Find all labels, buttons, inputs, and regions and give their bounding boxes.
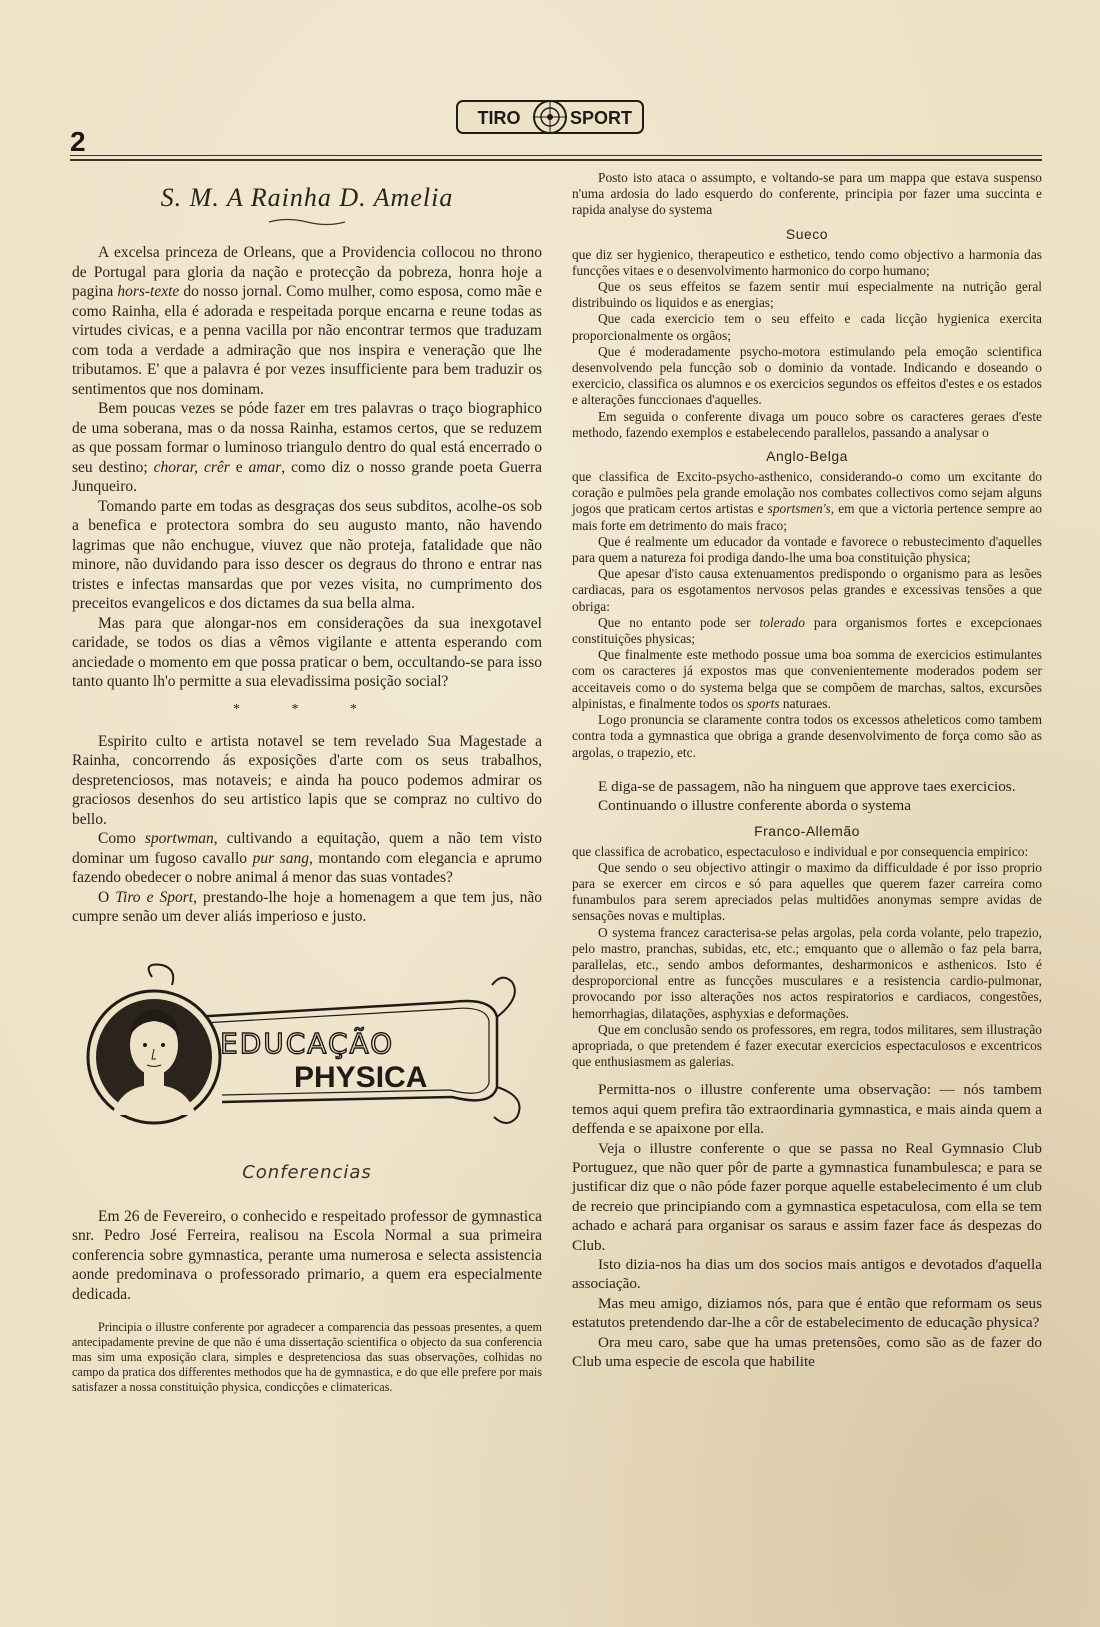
ornament-title-line1: EDUCAÇÃO (220, 1026, 395, 1060)
conference-summary-text: Principia o illustre conferente por agradecer a comparencia das pessoas presentes, a quem antecipadamente previne de que não é uma dissertação scientifica o objecto da sua conferencia mas sim uma exposição clara, simples e despretenciosa das suas observações, colhidas no campo da pratica dos differentes methodos que ha de gymnastica, e do que elle prefere por mais satisfazer a nossa constituição physica, condicções e climatericas. (72, 1320, 542, 1394)
svg-text:TIRO: TIRO (477, 108, 521, 128)
sueco-item: Que cada exercicio tem o seu effeito e cada licção hygienica exercita proporcionalmente os orgãos; (572, 311, 1042, 343)
article-body-continued (72, 732, 542, 927)
franco-item: O systema francez caracterisa-se pelas argolas, pela corda volante, pelo trapezio, pelo mastro, pranchas, subidas, etc, etc.; emquanto que o allemão o faz pela barra, parallelas, etc., sendo ambos deformantes, desharmonicos e asthenicos. Isto é desproporcional entre as funcções musculares e a resistencia cardio-pulmonar, provocando por isso alterações nos actos respiratorios e cardiacos, congestões, hemorrhagias, dilatações, asphyxias e deformações. (572, 924, 1042, 1021)
header-rule-thick (70, 159, 1042, 161)
article-paragraph: O Tiro e Sport, prestando-lhe hoje a homenagem a que tem jus, não cumpre senão um dever aliás imperioso e justo. (72, 888, 542, 925)
sueco-item: Que é moderadamente psycho-motora estimulando pela emoção scientifica desenvolvendo pela funcção sob o dominio da vontade. Indicando e doseando o exercicio, classifica os alumnos e os exercicios segundos os effeitos d'estes e os estados e alterações funccionaes d'aquelles. (572, 343, 1042, 408)
heading-franco-allemao: Franco-Allemão (754, 822, 860, 839)
right-intro: Posto isto ataca o assumpto, e voltando-se para um mappa que estava suspenso n'uma ardosia do lado esquerdo do conferente, principia por fazer uma succinta e rapida analyse do systema (572, 170, 1042, 218)
anglo-item: Que apesar d'isto causa extenuamentos predispondo o organismo para as lesões cardiacas, para os esgotamentos nervosos pelas grandes e excessivas tensões a que obriga: (572, 566, 1042, 614)
closing-paragraph: Isto dizia-nos ha dias um dos socios mais antigos e devotados d'aquella associação. (572, 1256, 1042, 1293)
sueco-item: Em seguida o conferente divaga um pouco sobre os caracteres geraes d'este methodo, fazendo exemplos e estabelecendo parallelos, passando a analysar o (572, 408, 1042, 440)
conference-intro: Em 26 de Fevereiro, o conhecido e respeitado professor de gymnastica snr. Pedro José Ferreira, realisou na Escola Normal a sua primeira conferencia sobre gymnastica, perante uma numerosa e selecta assistencia aonde predominava o professorado primario, a quem era especialmente dedicada. (72, 1207, 542, 1303)
educacao-physica-ornament (72, 957, 542, 1142)
article-paragraph: Mas para que alongar-nos em considerações da sua inexgotavel caridade, se todos os dias a vêmos vigilante e attenta esperando com anciedade o momento em que possa praticar o bem, occultando-se para isso tanto quanto lh'o permitte a sua elevadissima posição social? (72, 614, 542, 690)
closing-paragraph: Mas meu amigo, diziamos nós, para que é então que reformam os seus estatutos pretendendo dar-lhe a côr de estabelecimento de educação physica? (572, 1294, 1042, 1332)
heading-sueco: Sueco (785, 225, 829, 242)
mid-paragraph: Continuando o illustre conferente aborda o systema (598, 797, 911, 815)
mid-paragraph: E diga-se de passagem, não ha ninguem que approve taes exercicios. (598, 777, 1016, 795)
closing-paragraph: Ora meu caro, sabe que ha umas pretensões, como são as de fazer do Club uma especie de escola que habilite (572, 1333, 1042, 1371)
mid-paragraphs (572, 777, 1042, 816)
header-rule (70, 155, 1042, 156)
article-paragraph: A excelsa princeza de Orleans, que a Providencia collocou no throno de Portugal para gloria da nação e protecção da pobreza, honra hoje a pagina hors-texte do nosso jornal. Como mulher, como esposa, como mãe e como Rainha, ella é adorada e respeitada porque encarna e reune todas as virtudes civicas, e a penna vacilla por não encontrar termos que traduzam com toda a verdade a admiração que nos inspira e veneração que lhe tributamos. E' que a palavra é por vezes insufficiente para bem traduzir os sentimentos que nos dominam. (72, 244, 542, 398)
anglo-list (572, 534, 1042, 761)
conference-summary (72, 1320, 542, 1395)
right-column (572, 170, 1042, 1371)
sueco-list (572, 279, 1042, 441)
franco-lead: que classifica de acrobatico, espectaculoso e individual e por consequencia empirico: (572, 843, 1029, 859)
franco-item: Que sendo o seu objectivo attingir o maximo da difficuldade é por isso proprio para se exercer em circos e só para aquelles que querem fazer carreira como funambulos para serem apreciados pelas multidões anonymas sempre avidas de sensações novas e multiplas. (572, 859, 1042, 924)
franco-item: Que em conclusão sendo os professores, em regra, todos militares, sem illustração apropriada, o que pretendem é fazer executar exercicios espectaculosos e excentricos que enthusiasmem as galerias. (572, 1021, 1042, 1070)
anglo-item: Que é realmente um educador da vontade e favorece o rebustecimento d'aquelles para quem a natureza foi prodiga dando-lhe uma boa constituição physica; (572, 533, 1042, 566)
sueco-item: Que os seus effeitos se fazem sentir mui especialmente na nutrição geral distribuindo os liquidos e as energias; (572, 279, 1042, 311)
franco-list (572, 860, 1042, 1071)
closing-paragraph: Veja o illustre conferente o que se passa no Real Gymnasio Club Portuguez, que não quer pôr de parte a gymnastica funambulesca; e para se justificar diz que o não póde fazer porque aquelle estabelecimento é um club de recreio que principiando com a gymnastica espetaculosa, com ella se tem achado e achará para organisar os saraus e assim fazer face ás despezas do Club. (572, 1139, 1042, 1254)
article-paragraph: Tomando parte em todas as desgraças dos seus subditos, acolhe-os sob a benefica e protectora sombra do seu augusto manto, não havendo lagrimas que não enchugue, viuvez que não proteja, fatalidade que não minore, não duvidando para isso descer os degraus do throno e entrar nas tristes e infectas mansardas que por vezes visita, no cumprimento dos preceitos evangelicos e dos dictames da sua bella alma. (72, 497, 542, 612)
masthead-logo (455, 93, 645, 141)
anglo-item: Logo pronuncia se claramente contra todos os excessos atheleticos como tambem contra toda a gymnastica que obriga a grande desenvolvimento de força como são as argolas, o trapezio, etc. (572, 712, 1042, 760)
anglo-item: Que finalmente este methodo possue uma boa somma de exercicios estimulantes com os caracteres já expostos mas que convenientemente moderados podem ser acceitaveis como o do systema belga que se compõem de marchas, saltos, excursões alpinistas, e finalmente todos os sports naturaes. (572, 647, 1042, 711)
section-separator: * * * (233, 701, 381, 717)
ornament-title-line2: PHYSICA (294, 1060, 428, 1094)
ornament-illustration (72, 957, 542, 1142)
article-paragraph: Como sportwman, cultivando a equitação, quem a não tem visto dominar um fugoso cavallo pur sang, montando com elegancia e aprumo fazendo obedecer o nobre animal á menor das suas vontades? (72, 830, 542, 886)
article-title: S. M. A Rainha D. Amelia (160, 183, 454, 212)
heading-anglo-belga: Anglo-Belga (766, 448, 848, 465)
page-number: 2 (70, 126, 86, 157)
sueco-lead: que diz ser hygienico, therapeutico e esthetico, tendo como objectivo a harmonia das funcções vitaes e o desenvolvimento harmonico do corpo humano; (572, 246, 1042, 278)
closing-paragraph: Permitta-nos o illustre conferente uma observação: — nós tambem temos aqui quem prefira tão extraordinaria gymnastica, e mais ainda quem a deffenda e se apaixone por ella. (572, 1081, 1042, 1138)
anglo-lead: que classifica de Excito-psycho-asthenico, considerando-o como um excitante do coração e pulmões pela grande emolação nos combates collectivos como sejam alguns jogos que praticam certos artistas e sportsmen's, em que a victoria pertence sempre ao mais forte em detrimento do mais fraco; (572, 469, 1043, 533)
title-flourish (267, 217, 347, 227)
article-paragraph: Bem poucas vezes se póde fazer em tres palavras o traço biographico de uma soberana, mas o da nossa Rainha, estamos certos, que se reduzem as que possam formar o luminoso triangulo dentro do qual está encerrado o seu destino; chorar, crêr e amar, como diz o nosso grande poeta Guerra Junqueiro. (72, 400, 542, 495)
article-body (72, 243, 542, 692)
svg-text:SPORT: SPORT (569, 108, 633, 128)
left-column (72, 175, 542, 1395)
article-paragraph: Espirito culto e artista notavel se tem revelado Sua Magestade a Rainha, concorrendo ás exposições d'arte com os seus trabalhos, despretenciosos, mas notaveis; e ainda ha pouco podemos admirar os graciosos desenhos do seu artistico lapis que se compraz no cultivo do bello. (72, 732, 542, 828)
closing-paragraphs (572, 1080, 1042, 1371)
anglo-item: Que no entanto pode ser tolerado para organismos fortes e excepcionaes constituições physicas; (572, 614, 1042, 647)
section-subtitle: Conferencias (242, 1161, 372, 1183)
